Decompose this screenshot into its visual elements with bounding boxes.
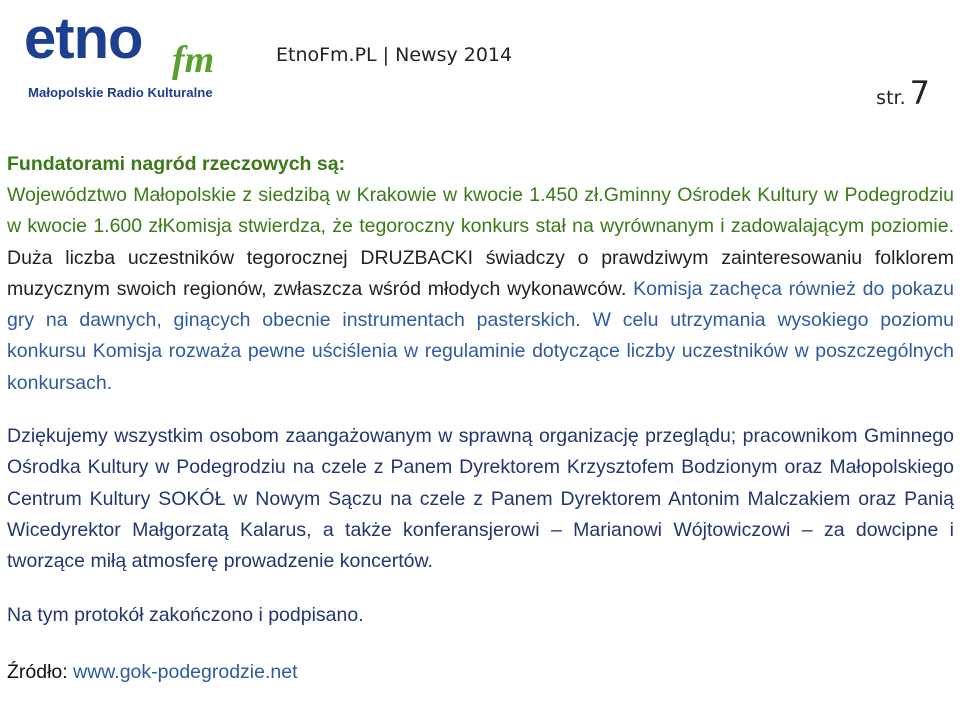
page-number (876, 74, 930, 112)
regulations-text: W celu utrzymania wysokiego poziomu konkursu Komisja rozważa pewne uściślenia w regulaminie dotyczące liczby uczestników w poszczególnych konkursach. (7, 309, 954, 394)
thanks-paragraph: Dziękujemy wszystkim osobom zaangażowanym w sprawną organizację przeglądu; pracownikom Gminnego Ośrodka Kultury w Podegrodziu na czele z Panem Dyrektorem Krzysztofem Bodzionym oraz Małopolskiego Centrum Kultury SOKÓŁ w Nowym Sączu na czele z Panem Dyrektorem Antonim Malczakiem oraz Panią Wicedyrektor Małgorzatą Kalarus, a także konferansjerowi – Marianowi Wójtowiczowi – za dowcipne i tworzące miłą atmosferę prowadzenie koncertów. (7, 425, 954, 573)
site-title: EtnoFm.PL | Newsy 2014 (276, 44, 513, 66)
source-link[interactable]: www.gok-podegrodzie.net (73, 660, 298, 683)
instruments-text: Komisja zachęca również do pokazu gry na dawnych, ginących obecnie instrumentach pasterskich. (7, 277, 955, 332)
logo-main-text: etno (24, 6, 143, 71)
logo-tagline: Małopolskie Radio Kulturalne (28, 85, 213, 100)
sponsors-heading: Fundatorami nagród rzeczowych są: (7, 153, 346, 175)
page-number-value: 7 (909, 74, 930, 112)
logo-fm-text: fm (172, 39, 215, 81)
jury-paragraph (7, 180, 954, 399)
sponsors-text: Województwo Małopolskie z siedzibą w Krakowie w kwocie 1.450 zł.Gminny Ośrodek Kultury w Podegrodziu w kwocie 1.600 złKomisja stwierdza, że tegoroczny konkurs stał na wyrównanym i zadowalającym poziomie. (7, 184, 954, 238)
page-label: str. (876, 87, 906, 109)
closing-line: Na tym protokół zakończono i podpisano. (7, 603, 364, 626)
source-line (7, 657, 954, 688)
article-body (7, 149, 954, 688)
etnofm-logo (22, 6, 237, 102)
source-label: Źródło: (7, 660, 74, 683)
participation-text: Duża liczba uczestników tegorocznej DRUZBACKI świadczy o prawdziwym zainteresowaniu folklorem muzycznym swoich regionów, zwłaszcza wśród młodych wykonawców. (7, 246, 954, 300)
